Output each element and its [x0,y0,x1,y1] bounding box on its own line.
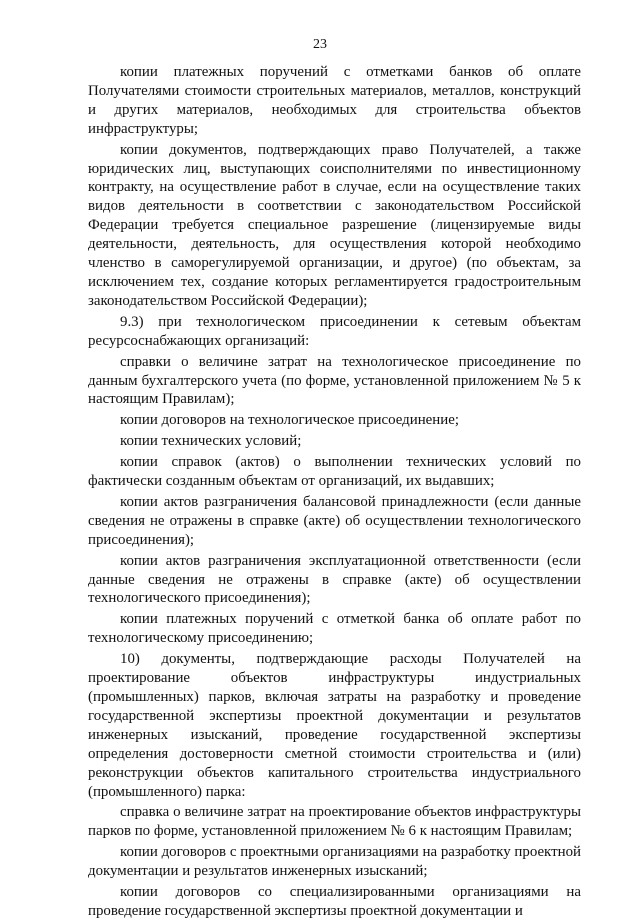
paragraph: копии договоров с проектными организациями на разработку проектной документации и результатов инженерных изысканий; [88,844,581,880]
paragraph: копии справок (актов) о выполнении технических условий по фактически созданным объектам от организаций, их выдавших; [88,454,581,490]
paragraph: справка о величине затрат на проектирование объектов инфраструктуры парков по форме, установленной приложением № 6 к настоящим Правилам; [88,804,581,840]
paragraph: 10) документы, подтверждающие расходы Получателей на проектирование объектов инфраструктуры индустриальных (промышленных) парков, включая затраты на разработку и проведение государственной экспертизы проектной документации и результатов инженерных изысканий, проведение государственной экспертизы определения достоверности сметной стоимости строительства и (или) реконструкции объектов капитального строительства индустриального (промышленного) парка: [88,651,581,800]
paragraph: копии платежных поручений с отметкой банка об оплате работ по технологическому присоединению; [88,611,581,647]
page-number: 23 [313,37,327,52]
paragraph: копии технических условий; [120,433,302,450]
paragraph: копии актов разграничения эксплуатационной ответственности (если данные сведения не отражены в справке (акте) об осуществлении технологического присоединения); [88,552,581,607]
paragraph: копии договоров на технологическое присоединение; [120,412,459,429]
paragraph: копии документов, подтверждающих право Получателей, а также юридических лиц, выступающих соисполнителями по инвестиционному контракту, на осуществление работ в случае, если на осуществление таких видов деятельности в соответствии с законодательством Российской Федерации требуется специальное разрешение (лицензируемые виды деятельности, деятельность, для осуществления которой необходимо членство в саморегулируемой организации, и другое) (по объектам, за исключением тех, создание которых регламентируется градостроительным законодательством Российской Федерации); [88,141,581,309]
paragraph: копии платежных поручений с отметками банков об оплате Получателями стоимости строительных материалов, металлов, конструкций и других материалов, необходимых для строительства объектов инфраструктуры; [88,64,581,137]
paragraph: 9.3) при технологическом присоединении к сетевым объектам ресурсоснабжающих организаций: [88,313,581,349]
paragraph: справки о величине затрат на технологическое присоединение по данным бухгалтерского учета (по форме, установленной приложением № 5 к настоящим Правилам); [88,353,581,408]
paragraph: копии договоров со специализированными организациями на проведение государственной экспертизы проектной документации и [88,884,581,919]
document-body [88,63,581,921]
paragraph: копии актов разграничения балансовой принадлежности (если данные сведения не отражены в справке (акте) об осуществлении технологического присоединения); [88,493,581,548]
